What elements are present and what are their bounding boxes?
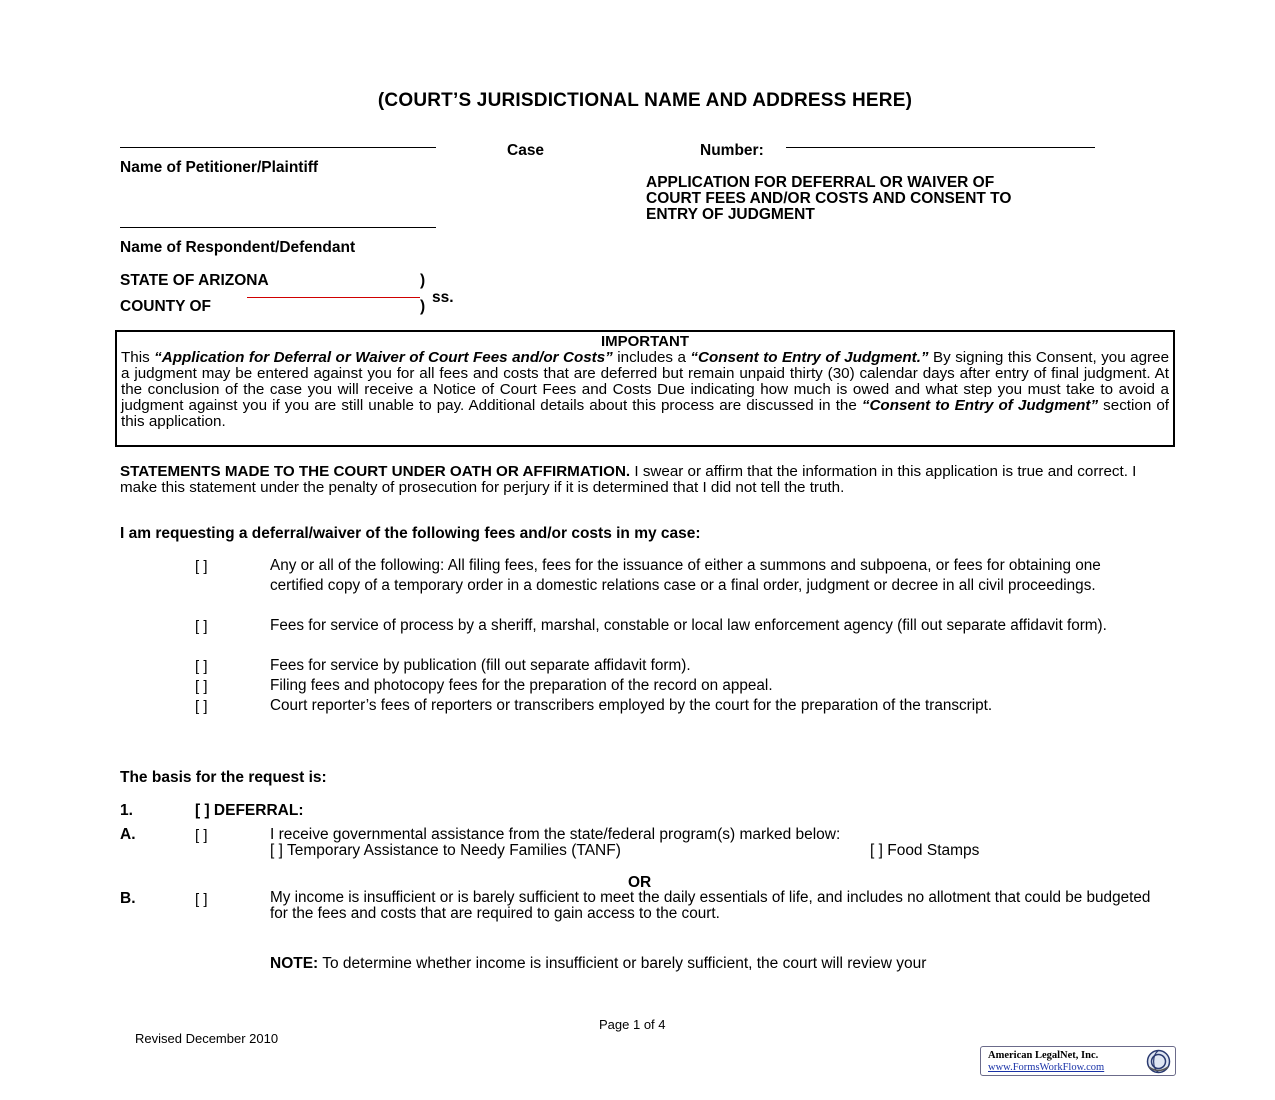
fee-checkbox-4[interactable]: [ ] [195,678,208,695]
fee-item-1: Any or all of the following: All filing fees, fees for the issuance of either a summons and subpoena, or fees for obtaining one certified copy of a temporary order in a domestic relations case or a final order, judgment or decree in all civil proceedings. [270,557,1101,594]
or-separator: OR [628,874,652,891]
county-line[interactable] [247,297,420,298]
option-a-checkbox[interactable]: [ ] [195,827,208,844]
important-paragraph: This “Application for Deferral or Waiver of Court Fees and/or Costs” includes a “Consent to Entry of Judgment.” By signing this Consent, you agree a judgment may be entered against you for all fees and costs that are deferred but remain unpaid thirty (30) calendar days after entry of final judgment. At the conclusion of the case you will receive a Notice of Court Fees and Costs Due indicating how much is owed and what step you must take to avoid a judgment against you if you are still unable to pay. Additional details about this process are discussed in the “Consent to Entry of Judgment” section of this application. [121,349,1170,430]
globe-icon [1146,1049,1171,1074]
important-heading: IMPORTANT [600,333,690,350]
revised-date: Revised December 2010 [135,1031,279,1046]
american-legalnet-logo[interactable] [980,1046,1176,1076]
deferral-checkbox-label[interactable]: [ ] DEFERRAL: [195,802,304,819]
state-label: STATE OF ARIZONA [120,272,269,289]
option-b-checkbox[interactable]: [ ] [195,891,208,908]
important-notice-box [115,330,1175,447]
fee-checkbox-5[interactable]: [ ] [195,698,208,715]
fee-checkbox-3[interactable]: [ ] [195,658,208,675]
fee-checkbox-1[interactable]: [ ] [195,558,208,575]
state-paren: ) [420,272,426,289]
logo-url[interactable]: www.FormsWorkFlow.com [988,1062,1105,1073]
option-a-text: I receive governmental assistance from the state/federal program(s) marked below: [270,826,841,843]
number-label: Number: [700,142,764,159]
fee-item-5: Court reporter’s fees of reporters or transcribers employed by the court for the preparation of the transcript. [270,697,993,714]
county-paren: ) [420,298,426,315]
form-title-line-3: ENTRY OF JUDGMENT [646,206,815,223]
page-number: Page 1 of 4 [599,1017,666,1032]
form-title-line-1: APPLICATION FOR DEFERRAL OR WAIVER OF [646,174,995,191]
fee-item-2: Fees for service of process by a sheriff, marshal, constable or local law enforcement agency (fill out separate affidavit form). [270,617,1107,634]
option-b-letter: B. [120,890,136,907]
deferral-number: 1. [120,802,133,819]
case-number-line[interactable] [786,147,1095,148]
note-text: NOTE: To determine whether income is insufficient or barely sufficient, the court will review your [270,955,927,972]
county-label: COUNTY OF [120,298,211,315]
petitioner-name-line [120,147,436,148]
fee-item-4: Filing fees and photocopy fees for the preparation of the record on appeal. [270,677,773,694]
case-label: Case [507,142,545,159]
oath-statement: STATEMENTS MADE TO THE COURT UNDER OATH OR AFFIRMATION. I swear or affirm that the information in this application is true and correct. I make this statement under the penalty of prosecution for perjury if it is determined that I did not tell the truth. [120,463,1137,496]
respondent-name-line [120,227,436,228]
basis-heading: The basis for the request is: [120,769,327,786]
ss-label: ss. [432,289,454,306]
form-title-line-2: COURT FEES AND/OR COSTS AND CONSENT TO [646,190,1012,207]
tanf-checkbox[interactable]: [ ] Temporary Assistance to Needy Families (TANF) [270,842,621,859]
food-stamps-checkbox[interactable]: [ ] Food Stamps [870,842,980,859]
option-b-text: My income is insufficient or is barely sufficient to meet the daily essentials of life, and includes no allotment that could be budgeted for the fees and costs that are required to gain access to the court. [270,889,1151,922]
option-a-letter: A. [120,826,136,843]
form-title [646,175,1011,223]
fee-checkbox-2[interactable]: [ ] [195,618,208,635]
fee-item-3: Fees for service by publication (fill out separate affidavit form). [270,657,691,674]
respondent-label: Name of Respondent/Defendant [120,239,356,256]
court-name-heading: (COURT’S JURISDICTIONAL NAME AND ADDRESS HERE) [377,90,913,111]
logo-name: American LegalNet, Inc. [988,1050,1099,1061]
request-heading: I am requesting a deferral/waiver of the following fees and/or costs in my case: [120,525,701,542]
petitioner-label: Name of Petitioner/Plaintiff [120,159,319,176]
